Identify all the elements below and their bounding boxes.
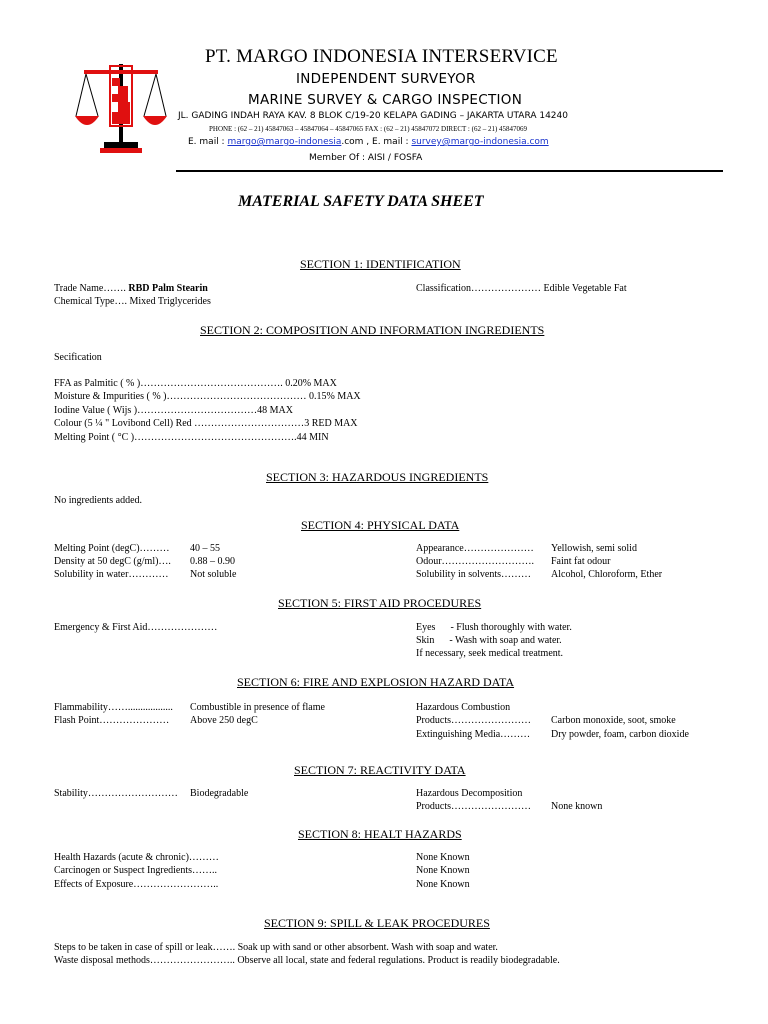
physical-value: 40 – 55	[190, 543, 220, 554]
specification-label: Secification	[54, 352, 102, 363]
trade-name-label: Trade Name…….	[54, 283, 129, 294]
reactivity-label: Hazardous Decomposition	[416, 788, 523, 799]
company-name: PT. MARGO INDONESIA INTERSERVICE	[205, 46, 558, 67]
spec-value: 0.20% MAX	[285, 378, 337, 389]
physical-value: Not soluble	[190, 569, 237, 580]
health-label: Effects of Exposure……………………..	[54, 879, 219, 890]
spec-value: 3 RED MAX	[304, 418, 358, 429]
tagline-marine: MARINE SURVEY & CARGO INSPECTION	[248, 92, 523, 108]
address: JL. GADING INDAH RAYA KAV. 8 BLOK C/19-20 KELAPA GADING – JAKARTA UTARA 14240	[178, 111, 568, 121]
spec-row	[54, 418, 358, 429]
health-label: Carcinogen or Suspect Ingredients……..	[54, 865, 218, 876]
spec-label: FFA as Palmitic ( % )…………………………………….	[54, 378, 286, 389]
email-prefix: E. mail :	[188, 137, 225, 147]
fire-label: Flammability……..................	[54, 702, 173, 713]
section-7-heading: SECTION 7: REACTIVITY DATA	[294, 763, 466, 777]
physical-value: Yellowish, semi solid	[551, 543, 637, 554]
physical-row	[54, 569, 168, 580]
email-link-margo[interactable]: margo@margo-indonesia	[227, 137, 342, 147]
spill-steps: Steps to be taken in case of spill or leak……. Soak up with sand or other absorbent. Wash with soap and water.	[54, 942, 498, 953]
waste-disposal: Waste disposal methods…………………….. Observe all local, state and federal regulations. Product is readily biodegradable.	[54, 955, 560, 966]
tagline-surveyor: INDEPENDENT SURVEYOR	[296, 71, 476, 87]
first-aid-line: Skin - Wash with soap and water.	[416, 635, 562, 646]
physical-row: Appearance…………………	[416, 543, 534, 554]
first-aid-line: If necessary, seek medical treatment.	[416, 648, 564, 659]
section-1-heading: SECTION 1: IDENTIFICATION	[300, 257, 461, 271]
section-5-heading: SECTION 5: FIRST AID PROCEDURES	[278, 596, 482, 610]
trade-name-value: RBD Palm Stearin	[128, 283, 208, 294]
fire-value: Combustible in presence of flame	[190, 702, 325, 713]
reactivity-label: Stability………………………	[54, 788, 178, 799]
physical-value: Alcohol, Chloroform, Ether	[551, 569, 663, 580]
health-value: None Known	[416, 879, 470, 890]
spec-label: Iodine Value ( Wijs )………………………………	[54, 405, 258, 416]
section-6-heading: SECTION 6: FIRE AND EXPLOSION HAZARD DATA	[237, 675, 515, 689]
section-4-heading: SECTION 4: PHYSICAL DATA	[301, 518, 460, 532]
physical-value: Faint fat odour	[551, 556, 611, 567]
physical-label: Solubility in water…………	[54, 569, 169, 580]
physical-row: Odour……………………….	[416, 556, 535, 567]
section-8-heading: SECTION 8: HEALT HAZARDS	[298, 827, 462, 841]
physical-label: Density at 50 degC (g/ml)….	[54, 556, 171, 567]
spec-row	[54, 405, 293, 416]
document-title: MATERIAL SAFETY DATA SHEET	[238, 193, 484, 210]
trade-name	[54, 283, 208, 294]
hazardous-ingredients-text: No ingredients added.	[54, 495, 143, 506]
fire-label: Hazardous Combustion	[416, 702, 511, 713]
section-9-heading: SECTION 9: SPILL & LEAK PROCEDURES	[264, 916, 490, 930]
spec-value: 48 MAX	[257, 405, 293, 416]
email-link-survey[interactable]: survey@margo-indonesia.com	[411, 137, 549, 147]
reactivity-label: Products……………………	[416, 801, 531, 812]
first-aid-label: Emergency & First Aid…………………	[54, 622, 218, 633]
classification: Classification………………… Edible Vegetable Fat	[416, 283, 627, 294]
fire-value: Dry powder, foam, carbon dioxide	[551, 729, 689, 740]
spec-value: 44 MIN	[296, 432, 329, 443]
spec-label: Melting Point ( °C )………………………………………….	[54, 432, 297, 443]
chemical-type: Chemical Type…. Mixed Triglycerides	[54, 296, 211, 307]
reactivity-value: Biodegradable	[190, 788, 249, 799]
health-value: None Known	[416, 852, 470, 863]
physical-label: Melting Point (degC)………	[54, 543, 170, 554]
section-2-heading: SECTION 2: COMPOSITION AND INFORMATION INGREDIENTS	[200, 323, 545, 337]
fire-label: Products……………………	[416, 715, 531, 726]
physical-row	[54, 543, 170, 554]
health-label: Health Hazards (acute & chronic)………	[54, 852, 219, 863]
spec-row	[54, 391, 361, 402]
first-aid-line: Eyes - Flush thoroughly with water.	[416, 622, 572, 633]
fire-value: Carbon monoxide, soot, smoke	[551, 715, 676, 726]
fire-value: Above 250 degC	[190, 715, 258, 726]
membership: Member Of : AISI / FOSFA	[309, 153, 423, 163]
spec-row	[54, 378, 337, 389]
spec-value: 0.15% MAX	[308, 391, 361, 402]
header-rule	[176, 170, 723, 172]
spec-row	[54, 432, 329, 443]
reactivity-value: None known	[551, 801, 603, 812]
spec-label: Moisture & Impurities ( % )……………………………………	[54, 391, 309, 402]
fire-label: Flash Point…………………	[54, 715, 170, 726]
phone-fax: PHONE : (62 – 21) 45847063 – 45847064 – 45847065 FAX : (62 – 21) 45847072 DIRECT : (62 – 21) 45847069	[209, 125, 528, 133]
company-logo	[74, 56, 168, 156]
section-3-heading: SECTION 3: HAZARDOUS INGREDIENTS	[266, 470, 489, 484]
email-mid: .com , E. mail :	[341, 137, 409, 147]
email-line	[188, 137, 549, 147]
health-value: None Known	[416, 865, 470, 876]
fire-label: Extinguishing Media………	[416, 729, 531, 740]
physical-value: 0.88 – 0.90	[190, 556, 235, 567]
physical-row: Solubility in solvents………	[416, 569, 532, 580]
physical-row	[54, 556, 171, 567]
spec-label: Colour (5 ¼ " Lovibond Cell) Red ……………………………	[54, 418, 305, 429]
